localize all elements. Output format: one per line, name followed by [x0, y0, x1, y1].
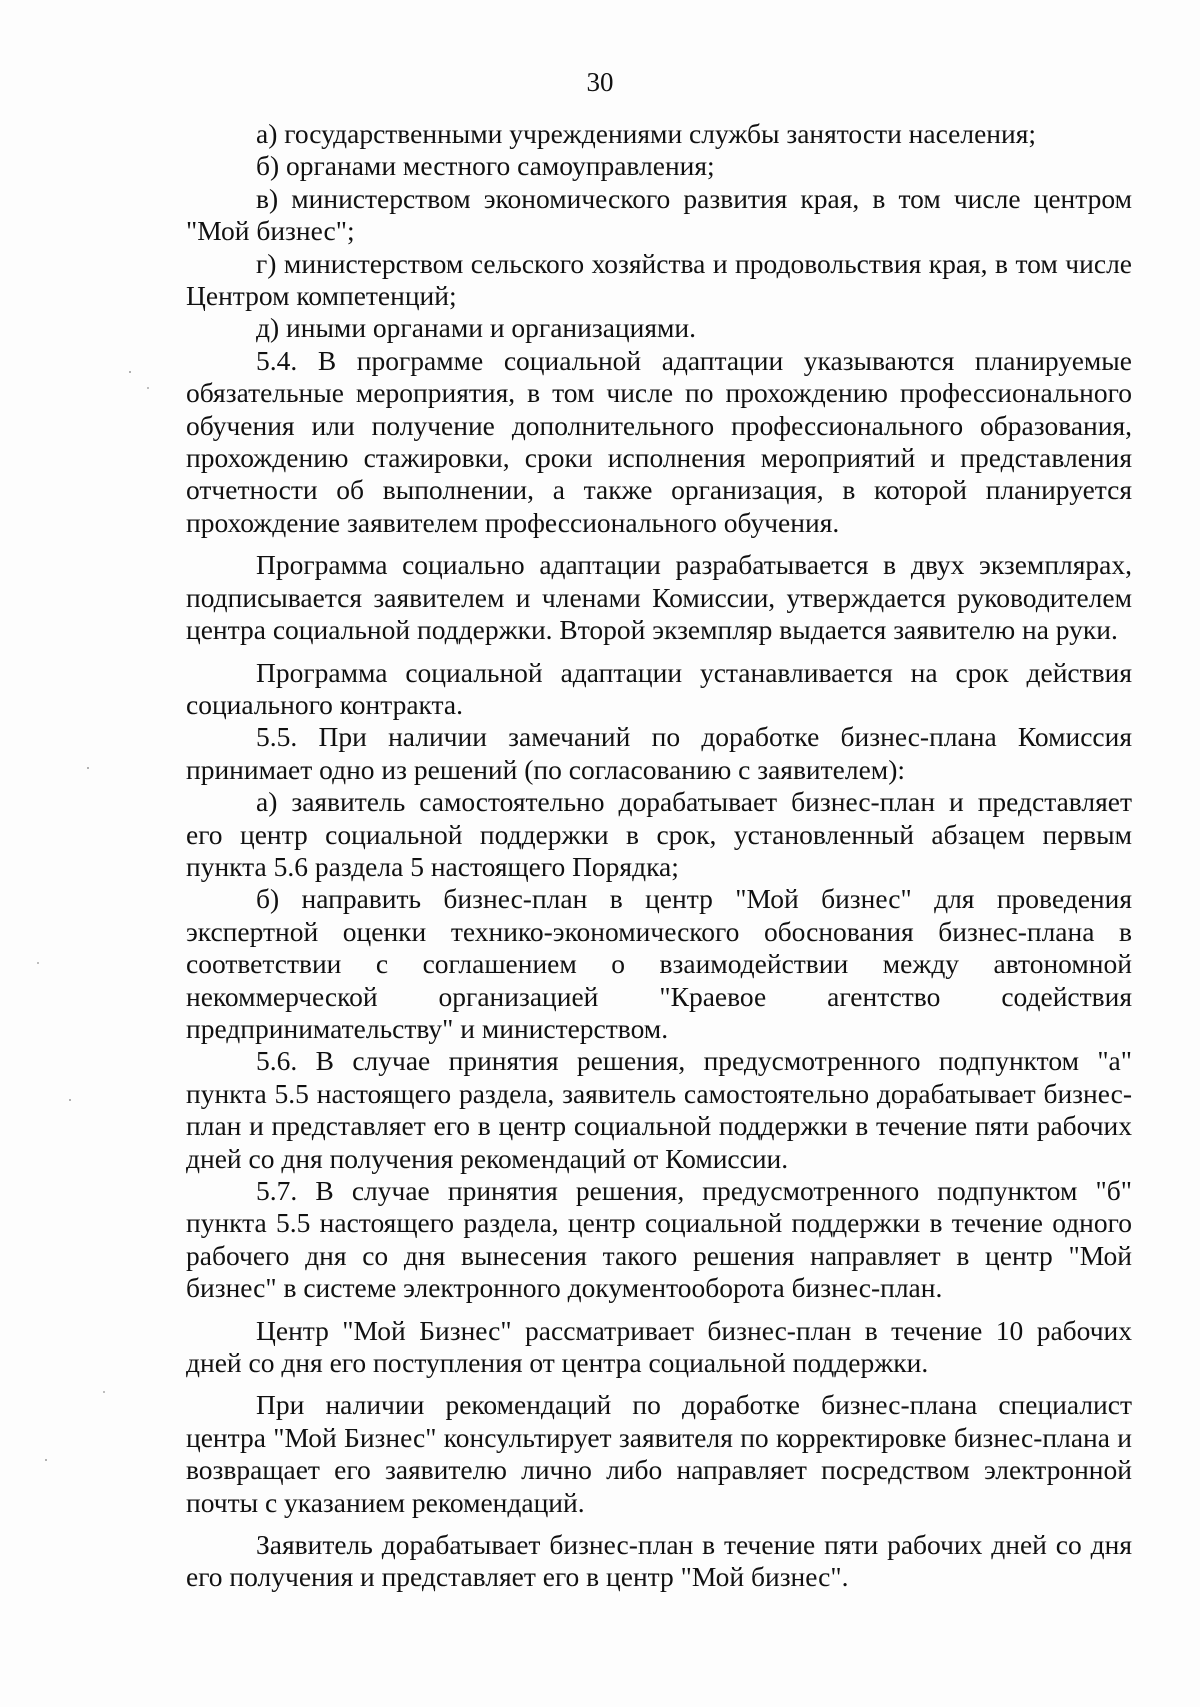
paragraph-program-term: Программа социальной адаптации устанавливается на срок действия социального контракта. [186, 656, 1132, 720]
paragraph-5-6: 5.6. В случае принятия решения, предусмотренного подпунктом "а" пункта 5.5 настоящего раздела, заявитель самостоятельно дорабатывает бизнес-план и представляет его в центр социальной поддержки в течение пяти рабочих дней со дня получения рекомендаций от Комиссии. [186, 1045, 1132, 1174]
paragraph-applicant-revision: Заявитель дорабатывает бизнес-план в течение пяти рабочих дней со дня его получения и представляет его в центр "Мой бизнес". [186, 1529, 1132, 1593]
paragraph-5-5-a: а) заявитель самостоятельно дорабатывает бизнес-план и представляет его центр социальной поддержки в срок, установленный абзацем первым пункта 5.6 раздела 5 настоящего Порядка; [186, 786, 1132, 882]
paragraph-item-a: а) государственными учреждениями службы занятости населения; [256, 118, 1037, 149]
paragraph-center-review: Центр "Мой Бизнес" рассматривает бизнес-план в течение 10 рабочих дней со дня его поступления от центра социальной поддержки. [186, 1314, 1132, 1379]
paragraph-item-b: б) органами местного самоуправления; [256, 150, 715, 182]
paragraph-item-g: г) министерством сельского хозяйства и продовольствия края, в том числе Центром компетенций; [186, 247, 1132, 312]
document-body [186, 118, 1132, 1594]
paragraph-program-copies: Программа социально адаптации разрабатывается в двух экземплярах, подписывается заявителем и членами Комиссии, утверждается руководителем центра социальной поддержки. Второй экземпляр выдается заявителю на руки. [186, 549, 1132, 646]
paragraph-5-4: 5.4. В программе социальной адаптации указываются планируемые обязательные мероприятия, в том числе по прохождению профессионального обучения или получение дополнительного профессионального образования, прохождению стажировки, сроки исполнения мероприятий и представления отчетности об выполнении, а также организация, в которой планируется прохождение заявителем профессионального обучения. [186, 344, 1132, 538]
page-number: 30 [586, 67, 614, 97]
paragraph-5-5: 5.5. При наличии замечаний по доработке бизнес-плана Комиссия принимает одно из решений (по согласованию с заявителем): [186, 721, 1132, 785]
paragraph-item-d: д) иными органами и организациями. [256, 312, 696, 344]
paragraph-5-7: 5.7. В случае принятия решения, предусмотренного подпунктом "б" пункта 5.5 настоящего раздела, центр социальной поддержки в течение одного рабочего дня со дня вынесения такого решения направляет в центр "Мой бизнес" в системе электронного документооборота бизнес-план. [186, 1175, 1132, 1304]
paragraph-recommendations: При наличии рекомендаций по доработке бизнес-плана специалист центра "Мой Бизнес" консультирует заявителя по корректировке бизнес-плана и возвращает его заявителю лично либо направляет посредством электронной почты с указанием рекомендаций. [186, 1389, 1132, 1518]
paragraph-item-v: в) министерством экономического развития края, в том числе центром "Мой бизнес"; [186, 182, 1132, 247]
paragraph-5-5-b: б) направить бизнес-план в центр "Мой бизнес" для проведения экспертной оценки технико-экономического обоснования бизнес-плана в соответствии с соглашением о взаимодействии между автономной некоммерческой организацией "Краевое агентство содействия предпринимательству" и министерством. [186, 883, 1132, 1044]
